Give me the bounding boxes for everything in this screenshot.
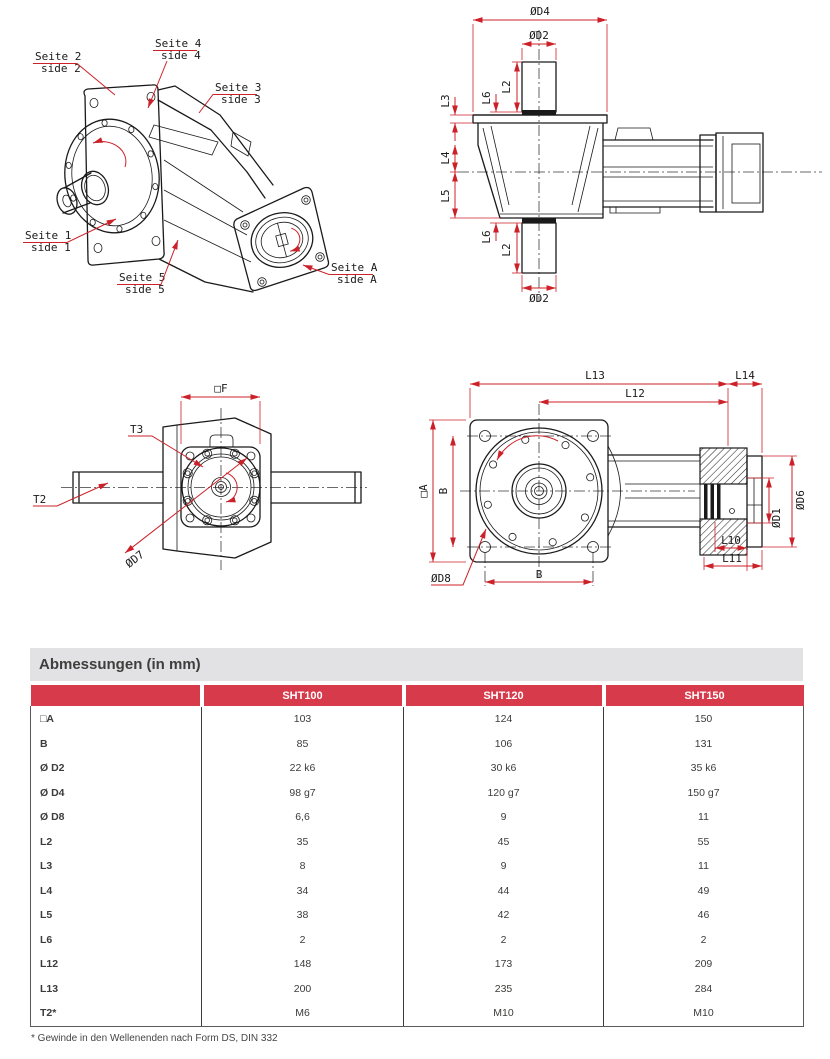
row-label: □A [31, 707, 202, 732]
table-row [31, 830, 804, 855]
label-side-2-en: side 2 [41, 62, 81, 75]
dim-label-d8: ØD8 [431, 572, 451, 585]
cell-value: M10 [604, 1001, 804, 1026]
table-row [31, 928, 804, 953]
dim-label-t3: T3 [130, 423, 144, 436]
row-label: L6 [31, 928, 202, 953]
table-row [31, 732, 804, 757]
cell-value: 284 [604, 977, 804, 1002]
cell-value: 106 [404, 732, 604, 757]
row-label: L4 [31, 879, 202, 904]
side-view-body [458, 30, 822, 302]
table-row [31, 781, 804, 806]
front-view-drawing [25, 370, 370, 620]
cell-value: 30 k6 [404, 756, 604, 781]
label-seite-4: Seite 4 [155, 37, 202, 50]
dim-label-l5: L5 [439, 189, 452, 203]
label-side-a-en: side A [337, 273, 377, 286]
dim-label-d2: ØD2 [529, 292, 549, 305]
cell-value: 9 [404, 854, 604, 879]
dim-label-l3: L3 [439, 94, 452, 108]
front-view-dimensions [33, 382, 260, 570]
disc-bolt-holes [61, 114, 164, 238]
cell-value: 55 [604, 830, 804, 855]
cell-value: 235 [404, 977, 604, 1002]
label-seite-2: Seite 2 [35, 50, 82, 63]
footnote: * Gewinde in den Wellenenden nach Form DS, DIN 332 [31, 1033, 278, 1044]
dim-label-b: B [437, 487, 450, 495]
motor-flange [234, 188, 329, 291]
table-row [31, 1001, 804, 1026]
cell-value: 8 [202, 854, 404, 879]
side-view-dimensions [439, 5, 607, 305]
rotation-arrow-icon [497, 436, 558, 460]
dim-label-l2: L2 [500, 80, 513, 94]
table-row [31, 879, 804, 904]
cell-value: 98 g7 [202, 781, 404, 806]
dim-label-l13: L13 [585, 369, 605, 382]
dim-label-f: □F [214, 382, 228, 395]
table-row [31, 854, 804, 879]
row-label: B [31, 732, 202, 757]
label-side-1-en: side 1 [31, 241, 71, 254]
cell-value: M10 [404, 1001, 604, 1026]
label-side-3-en: side 3 [221, 93, 261, 106]
cell-value: 2 [404, 928, 604, 953]
cell-value: 173 [404, 952, 604, 977]
column-header-sht150: SHT150 [604, 685, 804, 707]
cell-value: 85 [202, 732, 404, 757]
dim-label-l6: L6 [480, 91, 493, 105]
cell-value: 103 [202, 707, 404, 732]
column-header-empty [31, 685, 202, 707]
isometric-gearbox-drawing [15, 20, 405, 320]
section-title: Abmessungen (in mm) [39, 656, 201, 673]
row-label: L3 [31, 854, 202, 879]
label-side-5-en: side 5 [125, 283, 165, 296]
table-row [31, 977, 804, 1002]
output-view-dimensions [417, 369, 807, 585]
side-view-drawing [430, 0, 830, 315]
cell-value: 49 [604, 879, 804, 904]
row-label: Ø D4 [31, 781, 202, 806]
cell-value: 150 g7 [604, 781, 804, 806]
label-seite-1: Seite 1 [25, 229, 72, 242]
table-row [31, 952, 804, 977]
dim-label-l12: L12 [625, 387, 645, 400]
dimensions-table [30, 685, 804, 1027]
label-seite-3: Seite 3 [215, 81, 262, 94]
cell-value: 44 [404, 879, 604, 904]
cell-value: 200 [202, 977, 404, 1002]
table-header-row [31, 685, 804, 707]
row-label: L2 [31, 830, 202, 855]
cell-value: 2 [202, 928, 404, 953]
cell-value: 11 [604, 854, 804, 879]
dim-label-d4: ØD4 [530, 5, 550, 18]
dim-label-b: B [535, 568, 543, 581]
label-side-5 [117, 240, 178, 296]
dim-label-d6: ØD6 [794, 490, 807, 510]
table-row [31, 707, 804, 732]
dim-label-d7: ØD7 [123, 548, 147, 571]
dim-label-l14: L14 [735, 369, 755, 382]
row-label: T2* [31, 1001, 202, 1026]
cell-value: 42 [404, 903, 604, 928]
dim-label-l4: L4 [439, 151, 452, 165]
cell-value: M6 [202, 1001, 404, 1026]
label-seite-5: Seite 5 [119, 271, 166, 284]
dim-label-l11: L11 [722, 552, 742, 565]
dim-label-d2: ØD2 [529, 29, 549, 42]
cell-value: 131 [604, 732, 804, 757]
output-view-drawing [395, 360, 830, 610]
dim-label-l2: L2 [500, 243, 513, 257]
gearbox-body-isometric [54, 85, 329, 292]
cell-value: 22 k6 [202, 756, 404, 781]
row-label: Ø D8 [31, 805, 202, 830]
clamp-rings [704, 484, 721, 519]
dim-label-l6: L6 [480, 230, 493, 244]
section-title-bar [30, 648, 803, 681]
table-row [31, 805, 804, 830]
cell-value: 120 g7 [404, 781, 604, 806]
dim-label-t2: T2 [33, 493, 47, 506]
cell-value: 124 [404, 707, 604, 732]
cell-value: 38 [202, 903, 404, 928]
row-label: Ø D2 [31, 756, 202, 781]
dim-label-d1: ØD1 [770, 508, 783, 528]
cell-value: 46 [604, 903, 804, 928]
cell-value: 45 [404, 830, 604, 855]
dim-label-a: □A [417, 484, 430, 498]
row-label: L12 [31, 952, 202, 977]
cell-value: 34 [202, 879, 404, 904]
table-row [31, 756, 804, 781]
cell-value: 11 [604, 805, 804, 830]
cell-value: 150 [604, 707, 804, 732]
cell-value: 9 [404, 805, 604, 830]
cell-value: 209 [604, 952, 804, 977]
dim-label-l10: L10 [721, 534, 741, 547]
column-header-sht100: SHT100 [202, 685, 404, 707]
column-header-sht120: SHT120 [404, 685, 604, 707]
cell-value: 2 [604, 928, 804, 953]
cell-value: 35 k6 [604, 756, 804, 781]
label-side-a [303, 261, 378, 286]
rotation-arrow-icon [93, 142, 126, 167]
label-side-4-en: side 4 [161, 49, 201, 62]
cell-value: 148 [202, 952, 404, 977]
cell-value: 35 [202, 830, 404, 855]
output-view-body [460, 404, 762, 586]
cell-value: 6,6 [202, 805, 404, 830]
front-view-body [61, 408, 367, 570]
label-seite-a: Seite A [331, 261, 378, 274]
table-row [31, 903, 804, 928]
row-label: L5 [31, 903, 202, 928]
row-label: L13 [31, 977, 202, 1002]
